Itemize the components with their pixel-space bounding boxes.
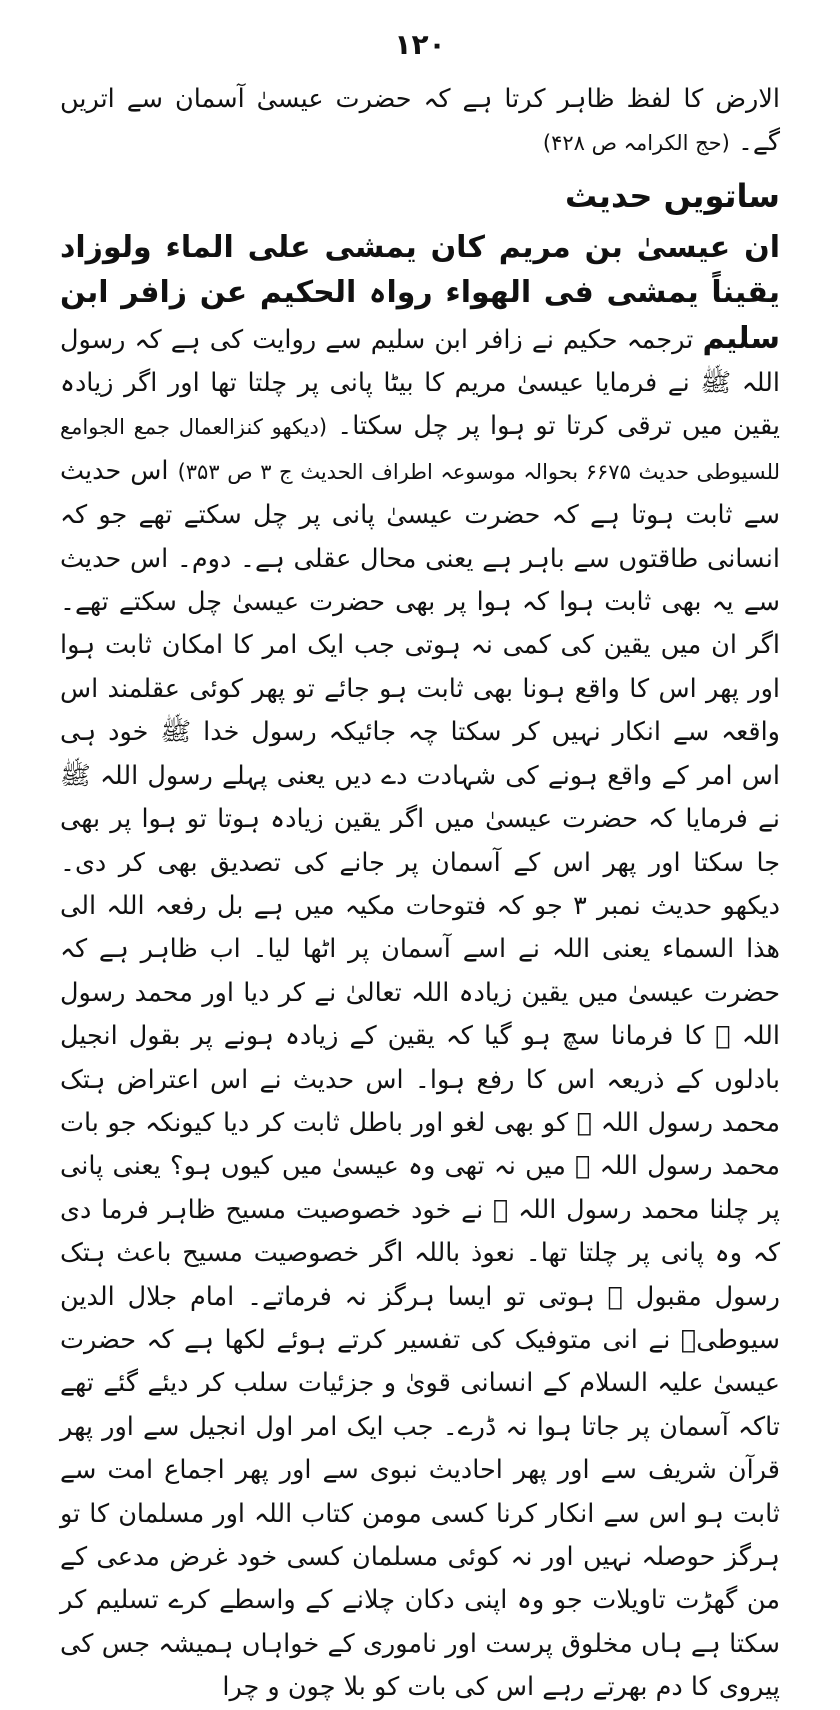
section-heading: ساتویں حدیث: [565, 176, 780, 215]
arabic-hadith: ان عیسیٰ بن مریم کان یمشی علی الماء ولوزاد یقیناً یمشی فی الھواء رواہ الحکیم عن زافر ابن سلیم: [60, 229, 780, 356]
intro-text: الارض کا لفظ ظاہر کرتا ہے کہ حضرت عیسیٰ آسمان سے اتریں گے۔: [60, 84, 780, 158]
intro-line: [60, 78, 780, 166]
commentary-text: اس حدیث سے ثابت ہوتا ہے کہ حضرت عیسیٰ پانی پر چل سکتے تھے جو کہ انسانی طاقتوں سے باہر ہے یعنی محال عقلی ہے۔ دوم۔ اس حدیث سے یہ بھی ثابت ہوا کہ ہوا پر بھی حضرت عیسیٰ چل سکتے تھے۔ اگر ان میں یقین کی کمی نہ ہوتی جب ایک امر کا امکان ثابت ہوا اور پھر اس کا واقع ہونا بھی ثابت ہو جائے تو پھر کوئی عقلمند اس واقعہ سے انکار نہیں کر سکتا چہ جائیکہ رسول خدا ﷺ خود ہی اس امر کے واقع ہونے کی شہادت دے دیں یعنی پہلے رسول اللہ ﷺ نے فرمایا کہ حضرت عیسیٰ میں اگر یقین زیادہ ہوتا تو ہوا پر بھی جا سکتا اور پھر اس کے آسمان پر جانے کی تصدیق بھی کر دی۔ دیکھو حدیث نمبر ۳ جو کہ فتوحات مکیہ میں ہے بل رفعہ اللہ الی ھذا السماء یعنی اللہ نے اسے آسمان پر اٹھا لیا۔ اب ظاہر ہے کہ حضرت عیسیٰ میں یقین زیادہ اللہ تعالیٰ نے کر دیا اور محمد رسول اللہ ﷺ کا فرمانا سچ ہو گیا کہ یقین کے زیادہ ہونے پر بقول انجیل بادلوں کے ذریعہ اس کا رفع ہوا۔ اس حدیث نے اس اعتراض ہتک محمد رسول اللہ ﷺ کو بھی لغو اور باطل ثابت کر دیا کیونکہ جو بات محمد رسول اللہ ﷺ میں نہ تھی وہ عیسیٰ میں کیوں ہو؟ یعنی پانی پر چلنا محمد رسول اللہ ﷺ نے خود خصوصیت مسیح ظاہر فرما دی کہ وہ پانی پر چلتا تھا۔ نعوذ باللہ اگر خصوصیت مسیح باعث ہتک رسول مقبول ﷺ ہوتی تو ایسا ہرگز نہ فرماتے۔ امام جلال الدین سیوطیؒ نے انی متوفیک کی تفسیر کرتے ہوئے لکھا ہے کہ حضرت عیسیٰ علیہ السلام کے انسانی قویٰ و جزئیات سلب کر دیئے گئے تھے تاکہ آسمان پر جاتا ہوا نہ ڈرے۔ جب ایک امر اول انجیل سے اور پھر قرآن شریف سے اور پھر احادیث نبوی سے اور پھر اجماع امت سے ثابت ہو اس سے انکار کرنا کسی مومن کتاب اللہ اور مسلمان کا تو ہرگز حوصلہ نہیں اور نہ کوئی مسلمان کسی خود غرض مدعی کے من گھڑت تاویلات جو وہ اپنی دکان چلانے کے واسطے کرے تسلیم کر سکتا ہے ہاں مخلوق پرست اور ناموری کے خواہاں ہمیشہ جس کی پیروی کا دم بھرتے رہے اس کی بات کو بلا چون و چرا: [60, 455, 780, 1703]
translation-text: ترجمہ حکیم نے زافر ابن سلیم سے روایت کی ہے کہ رسول اللہ ﷺ نے فرمایا عیسیٰ مریم کا بیٹا پانی پر چلتا تھا اور اگر زیادہ یقین میں ترقی کرتا تو ہوا پر چل سکتا۔: [60, 324, 780, 442]
main-paragraph: [60, 226, 780, 1710]
page-number: ۱۲۰: [394, 28, 446, 61]
page-body: [60, 78, 780, 1710]
hadith-reference: (دیکھو کنزالعمال جمع الجوامع للسیوطی حدیث ۶۶۷۵ بحوالہ موسوعہ اطراف الحدیث ج ۳ ص ۳۵۳): [60, 415, 781, 484]
intro-reference: (حج الکرامہ ص ۴۲۸): [542, 131, 730, 156]
